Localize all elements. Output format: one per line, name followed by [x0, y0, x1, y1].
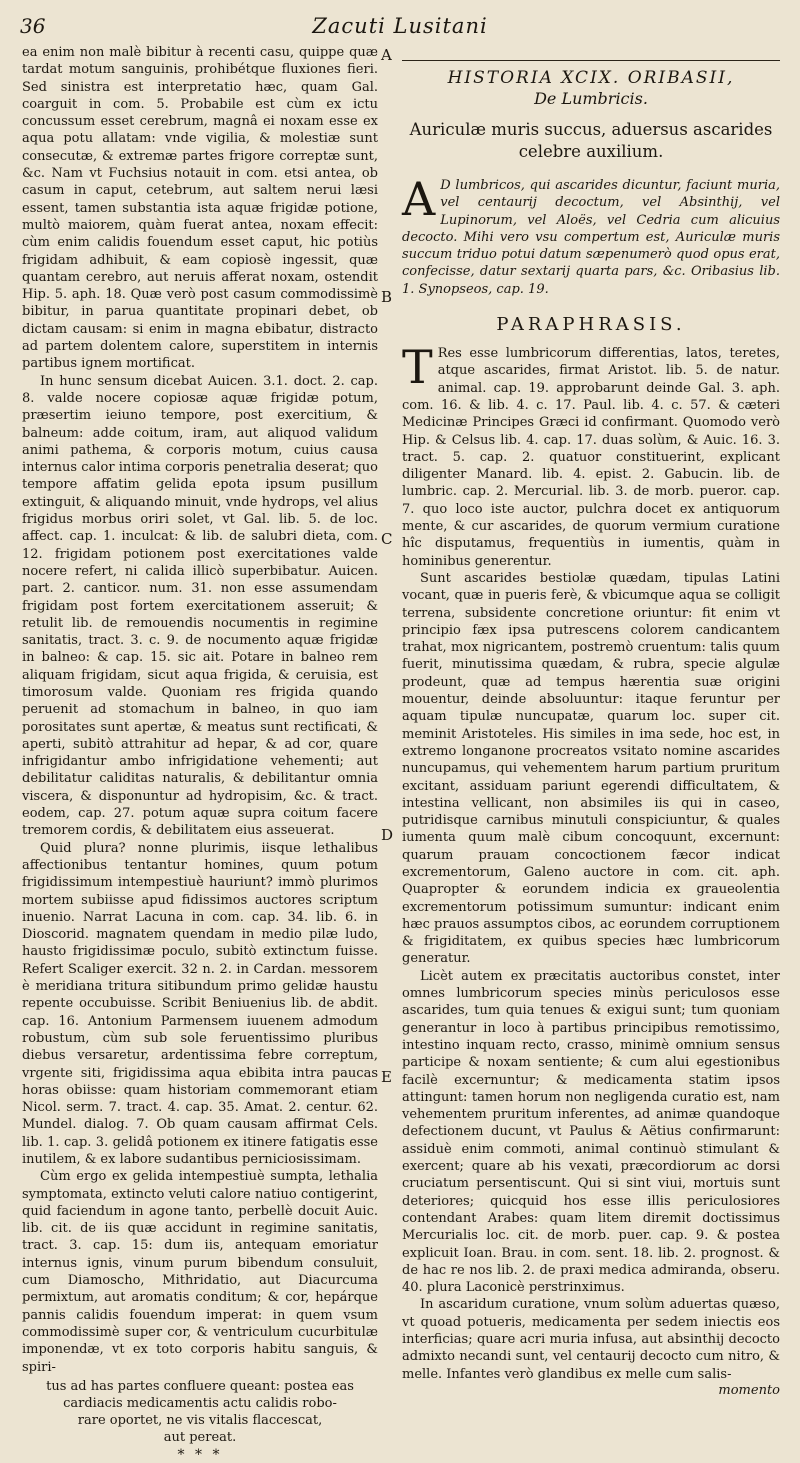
left-paragraph-1: ea enim non malè bibitur à recenti casu, quippe quæ tardat motum sanguinis, prohibétque fluxiones fieri. Sed sinistra est interpretatio hæc, quam Gal. coarguit in com. 5. Probabile est cùm ex ictu concussum esset cerebrum, magnâ ei noxam esse ex aqua potu allatam: vnde vigilia, & molestiæ sunt consecutæ, & extremæ partes frigore correptæ sunt, &c. Nam vt Fuchsius notauit in com. etsi antea, ob casum in caput, cetebrum, aut saltem nerui læsi essent, tamen substantia ista aquæ frigidæ potione, multò maiorem, quàm fuerat antea, noxam effecit: cùm enim calidis fouendum esset caput, hic potiùs frigidam adhibuit, & eam copiosè ingessit, quæ quantam cerebro, aut neruis afferat noxam, ostendit Hip. 5. aph. 18. Quæ verò post casum commodissimè bibitur, in parua quantitate propinari debet, ob dictam causam: si enim in magna ebibatur, distracto ad partem dolentem calore, superstitem in internis partibus ignem mortificat.: [22, 45, 378, 372]
history-summary: Auriculæ muris succus, aduersus ascarides celebre auxilium.: [409, 120, 773, 161]
right-paragraph-2: Sunt ascarides bestiolæ quædam, tipulas Latini vocant, quæ in pueris ferè, & vbicumque aqua se colligit terrena, subsidente concretione oriuntur: fit enim vt principio fæx ipsa putrescens colorem candicantem trahat, mox nigricantem, postremò cruentum: talis quum fuerit, minutissima quædam, & rubra, specie algulæ prodeunt, quæ ad tempus hærentia suæ origini mouentur, deinde absoluuntur: itaque feruntur per aquam tipulæ nuncupatæ, quarum loc. super cit. meminit Aristoteles. His similes in ima sede, hoc est, in extremo longanone procreatos vsitato nomine ascarides nuncupamus, qui vehementem harum partium pruritum excitant, assiduam pariunt egerendi difficultatem, & intestina vellicant, non absimiles iis qui in caseo, putridisque carnibus minutuli conspiciuntur, & quales iumenta quum malè cibum concoquunt, excernunt: quarum prauam concoctionem fæcor indicat excrementorum, Galeno auctore in com. cit. aph. Quapropter & eorundem indicia ex graueolentia excrementorum potissimum sumuntur: indicant enim hæc prauos assumptos cibos, ac eorundem corruptionem & frigiditatem, ex quibus species hæc lumbricorum generatur.: [402, 570, 780, 967]
left-paragraph-2: In hunc sensum dicebat Auicen. 3.1. doct. 2. cap. 8. valde nocere copiosæ aquæ frigidæ potum, præsertim ieiuno tempore, post exercitium, & balneum: adde coitum, iram, aut aliquod validum animi pathema, & corporis motum, cuius causa internus calor intima corporis penetralia deserat; quo tempore affatim gelida epota ipsum pusillum extinguit, & aliquando minuit, vnde hydrops, vel alius frigidus morbus oriri solet, vt Gal. lib. 5. de loc. affect. cap. 1. inculcat: & lib. de salubri dieta, com. 12. frigidam potionem post exercitationes valde nocere refert, ni calida illicò superbibatur. Auicen. part. 2. canticor. num. 31. non esse assumendam frigidam post fortem exercitationem asseruit; & retulit lib. de remouendis nocumentis in regimine sanitatis, tract. 3. c. 9. de nocumento aquæ frigidæ in balneo: & cap. 15. sic ait. Potare in balneo rem aliquam frigidam, sicut aqua frigida, & ceruisia, est timorosum valde. Quoniam res frigida quando peruenit ad stomachum in balneo, in quo iam porositates sunt apertæ, & meatus sunt rectificati, & aperti, subitò attrahitur ad hepar, & ad cor, quare infrigidantur ambo infrigidatione vehementi; aut debilitatur caliditas naturalis, & debilitantur omnia viscera, & disponuntur ad hydropisim, &c. & tract. eodem, cap. 27. potum aquæ supra coitum facere tremorem cordis, & debilitatem eius asseuerat.: [22, 373, 378, 839]
catchword: momento: [718, 1382, 780, 1398]
history-title: HISTORIA XCIX. ORIBASII,: [447, 68, 735, 88]
left-paragraph-4: Cùm ergo ex gelida intempestiuè sumpta, lethalia symptomata, extincto veluti calore natiuo contigerint, quid faciendum in agone tanto, perbellè docuit Auic. lib. cit. de iis quæ accidunt in regimine sanitatis, tract. 3. cap. 15: dum iis, antequam emoriatur internus ignis, vinum purum bibendum consuluit, cum Diamoscho, Mithridatio, aut Diacurcuma permixtum, aut aromatis conditum; & cor, hepárque pannis calidis fouendum imperat: in quem vsum commodissimè super cor, & ventriculum cucurbitulæ imponendæ, vt ex toto corporis habitu sanguis, & spiri-: [22, 1169, 378, 1375]
closing-line: cardiacis medicamentis actu calidis robo-: [63, 1395, 337, 1411]
section-rule: [402, 60, 780, 61]
right-paragraph-1-text: Res esse lumbricorum differentias, latos, teretes, atque ascarides, firmat Aristot. lib. 5. de natur. animal. cap. 19. approbarunt deinde Gal. 3. aph. com. 16. & lib. 4. c. 17. Paul. lib. 4. c. 57. & cæteri Medicinæ Principes Græci id confirmant. Quomodo verò Hip. & Celsus lib. 4. cap. 17. duas solùm, & Auic. 16. 3. tract. 5. cap. 2. quatuor constituerint, explicant diligenter Manard. lib. 4. epist. 2. Gabucin. lib. de lumbric. cap. 2. Mercurial. lib. 3. de morb. pueror. cap. 7. quo loco iste auctor, pulchra docet ex antiquorum mente, & cur ascarides, de quorum vermium curatione hîc disputamus, frequentiùs in iumentis, quàm in hominibus generentur.: [402, 346, 780, 569]
page-number: 36: [20, 14, 46, 38]
asterism-ornament: * * *: [177, 1446, 223, 1463]
oribasius-quote: [402, 172, 780, 298]
margin-letter-c: C: [381, 530, 393, 548]
paraphrasis-heading: PARAPHRASIS.: [496, 314, 686, 336]
closing-lines: [22, 1378, 378, 1446]
left-column: [22, 44, 378, 1462]
history-subtitle: De Lumbricis.: [534, 89, 648, 108]
right-paragraph-1: [402, 340, 780, 570]
right-paragraph-4: In ascaridum curatione, vnum solùm aduertas quæso, vt quoad potueris, medicamenta per sedem iniectis eos interficias; quare acri muria infusa, aut absinthij decocto admixto necandi sunt, vel centaurij decocto cum nitro, & melle. Infantes verò glandibus ex melle cum salis-: [402, 1297, 780, 1382]
closing-line: aut pereat.: [163, 1429, 237, 1445]
quote-text: D lumbricos, qui ascarides dicuntur, faciunt muria, vel centaurij decoctum, vel Absinthij, vel Lupinorum, vel Aloës, vel Cedria cum alicuius decocto. Mihi vero vsu compertum est, Auriculæ muris succum triduo potui datum sæpenumerò quod opus erat, confecisse, datur sextarij quarta pars, &c. Oribasius lib. 1. Synopseos, cap. 19.: [402, 178, 780, 297]
page-header: [20, 14, 780, 42]
margin-letter-b: B: [381, 288, 393, 306]
quote-drop-cap: A: [402, 172, 436, 226]
margin-letter-a: A: [381, 46, 392, 64]
right-paragraph-3: Licèt autem ex præcitatis auctoribus constet, inter omnes lumbricorum species minùs periculosos esse ascarides, tum quia tenues & exigui sunt; tum quoniam generantur in loco à partibus principibus remotissimo, intestino inquam recto, crasso, minimè omnium sensus participe & noxam sentiente; & cum alui egestionibus facilè excernuntur; & medicamenta statim ipsos attingunt: tamen horum non negligenda curatio est, nam vehementem pruritum inferentes, ad animæ quandoque defectionem ducunt, vt Paulus & Aëtius confirmarunt: assiduè enim commoti, animal continuò stimulant & exercent; quare ab his vexati, præcordiorum ac dorsi cruciatum persentiscunt. Qui si sint viui, mortuis sunt deteriores; quicquid hos esse illis periculosiores contendant Arabes: quam litem diremit doctissimus Mercurialis loc. cit. de morb. puer. cap. 9. & postea explicuit Ioan. Brau. in com. sent. 18. lib. 2. prognost. & de hac re nos lib. 2. de praxi medica admiranda, obseru. 40. plura Laconicè perstrinximus.: [402, 968, 780, 1296]
running-title: Zacuti Lusitani: [312, 14, 488, 38]
margin-letter-d: D: [381, 826, 394, 844]
closing-line: rare oportet, ne vis vitalis flaccescat,: [77, 1412, 323, 1428]
left-paragraph-3: Quid plura? nonne plurimis, iisque lethalibus affectionibus tentantur homines, quum potum frigidissimum intempestiuè hauriunt? immò plurimos mortem subiisse apud fidissimos auctores scriptum inuenio. Narrat Lacuna in com. cap. 34. lib. 6. in Dioscorid. magnatem quendam in medio pilæ ludo, hausto frigidissimæ poculo, subitò extinctum fuisse. Refert Scaliger exercit. 32 n. 2. in Cardan. messorem è meridiana tritura sitibundum primo gelidæ haustu repente occubuisse. Scribit Beniuenius lib. de abdit. cap. 16. Antonium Parmensem iuuenem admodum robustum, cùm sub sole feruentissimo pluribus diebus versaretur, ardentissima febre correptum, vrgente siti, frigidissima aqua ebibita intra paucas horas obiisse: quam historiam commemorant etiam Nicol. serm. 7. tract. 4. cap. 35. Amat. 2. centur. 62. Mundel. dialog. 7. Ob quam causam affirmat Cels. lib. 1. cap. 3. gelidâ potionem ex itinere fatigatis esse inutilem, & ex labore sudantibus perniciosissimam.: [22, 840, 378, 1167]
right-column: [402, 44, 780, 1398]
closing-line: tus ad has partes confluere queant: postea eas: [46, 1378, 354, 1394]
margin-letter-e: E: [381, 1068, 392, 1086]
paraphrasis-drop-cap: T: [402, 340, 433, 395]
